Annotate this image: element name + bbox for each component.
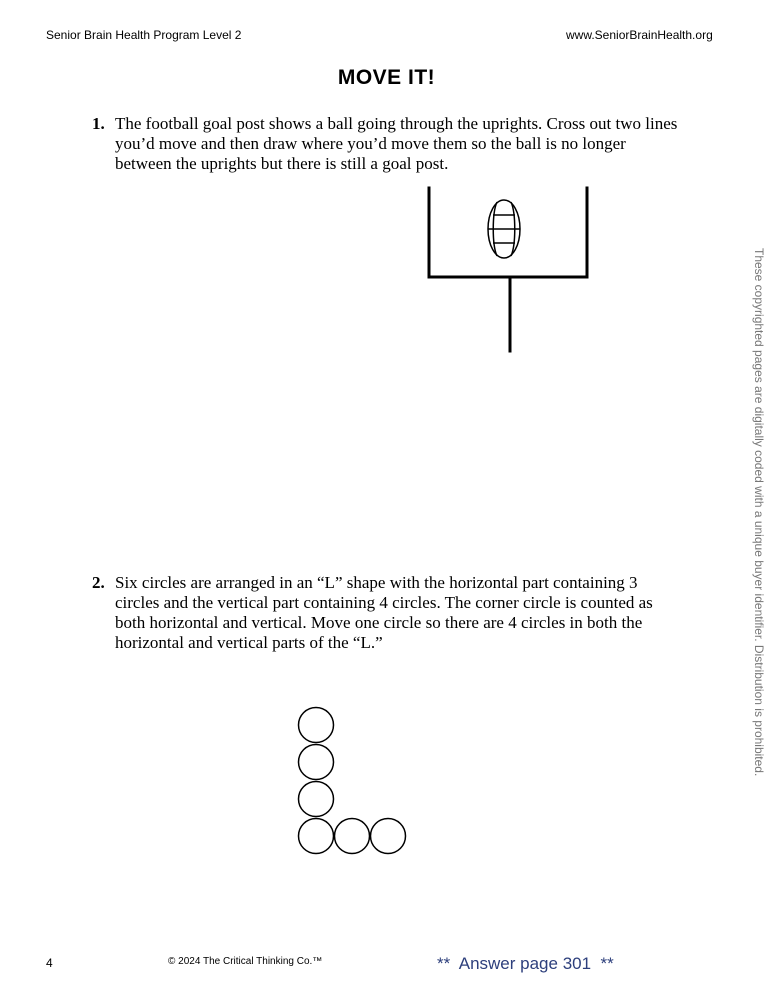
circle-vertical-3 (299, 782, 334, 817)
football-goal-post-figure (420, 185, 600, 360)
copyright-side-notice: These copyrighted pages are digitally coded with a unique buyer identifier. Distribution is prohibited. (752, 248, 766, 777)
circle-vertical-2 (299, 745, 334, 780)
circle-horizontal-3 (371, 819, 406, 854)
answer-page-reference: ** Answer page 301 ** (437, 954, 614, 973)
header-website: www.SeniorBrainHealth.org (566, 28, 713, 42)
header-program-title: Senior Brain Health Program Level 2 (46, 28, 242, 42)
circle-horizontal-2 (335, 819, 370, 854)
footer-copyright: © 2024 The Critical Thinking Co.™ (168, 956, 323, 967)
page-number: 4 (46, 956, 53, 970)
circles-l-shape-figure (295, 704, 415, 862)
page-title: MOVE IT! (337, 66, 436, 89)
problem-2-number: 2. (92, 573, 105, 592)
circle-corner (299, 819, 334, 854)
circle-vertical-1 (299, 708, 334, 743)
problem-1-text: The football goal post shows a ball going through the uprights. Cross out two lines you’d move and then draw where you’d move them so the ball is no longer between the uprights but there is still a goal post. (115, 114, 678, 173)
problem-1-number: 1. (92, 114, 105, 133)
football-icon (488, 200, 520, 258)
problem-2-text: Six circles are arranged in an “L” shape with the horizontal part containing 3 circles and the vertical part containing 4 circles. The corner circle is counted as both horizontal and vertical. Move one circle so there are 4 circles in both the horizontal and vertical parts of the “L.” (115, 573, 653, 652)
